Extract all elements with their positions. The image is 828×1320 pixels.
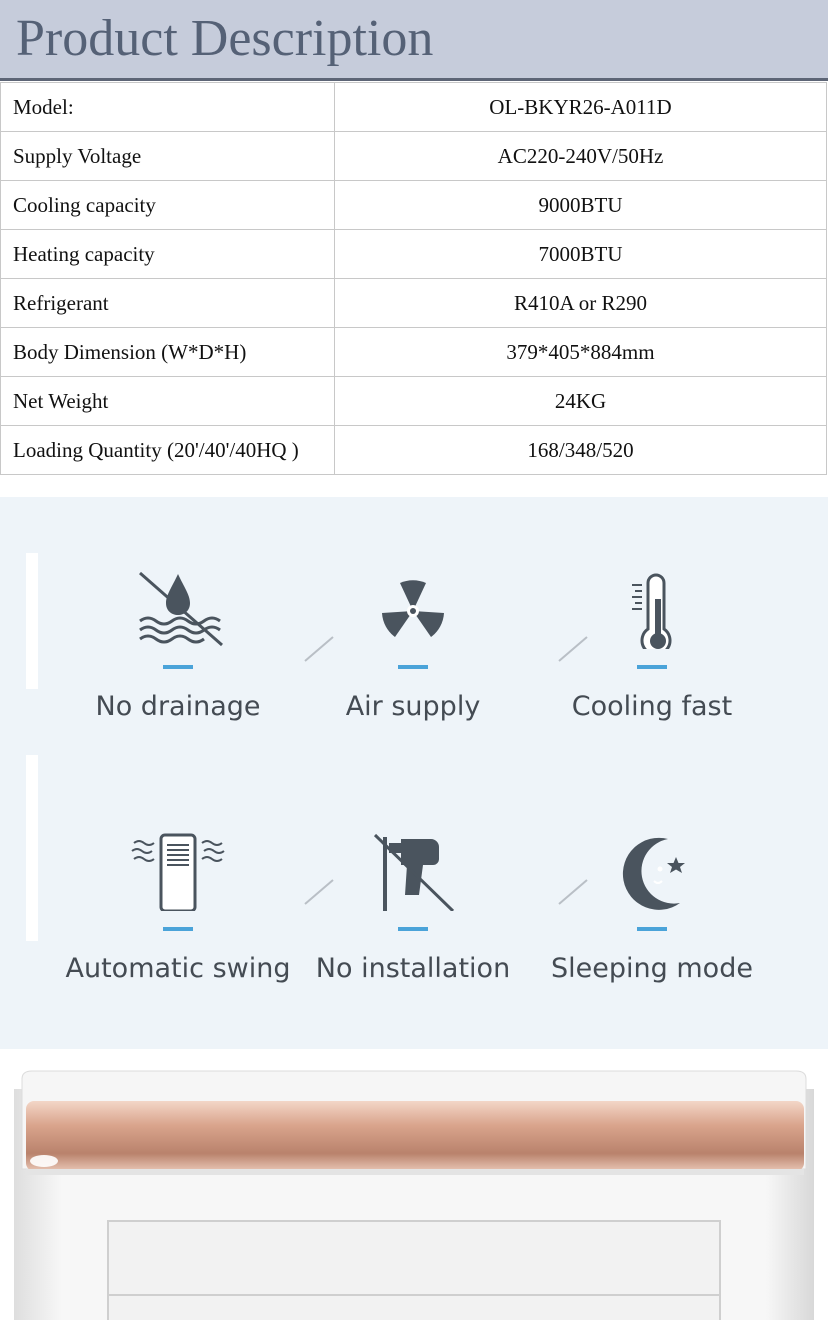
accent-dash bbox=[637, 927, 667, 931]
moon-icon bbox=[602, 831, 702, 911]
decor-bar bbox=[26, 553, 38, 689]
table-row bbox=[1, 132, 827, 181]
accent-dash bbox=[398, 665, 428, 669]
features-panel bbox=[0, 497, 828, 1049]
decor-bar bbox=[26, 755, 38, 941]
feature-label: No installation bbox=[315, 953, 511, 984]
feature-air-supply bbox=[283, 569, 543, 722]
table-row bbox=[1, 279, 827, 328]
table-row bbox=[1, 83, 827, 132]
feature-label: Automatic swing bbox=[65, 953, 291, 984]
title-bar bbox=[0, 0, 828, 81]
feature-cooling-fast bbox=[522, 569, 782, 722]
spec-value: 7000BTU bbox=[335, 230, 827, 279]
spec-value: 9000BTU bbox=[335, 181, 827, 230]
accent-dash bbox=[163, 927, 193, 931]
feature-automatic-swing bbox=[48, 831, 308, 984]
feature-sleeping-mode bbox=[522, 831, 782, 984]
spec-value: 379*405*884mm bbox=[335, 328, 827, 377]
accent-dash bbox=[637, 665, 667, 669]
page-title: Product Description bbox=[16, 10, 434, 67]
swing-icon bbox=[128, 831, 228, 911]
accent-dash bbox=[163, 665, 193, 669]
fan-icon bbox=[363, 569, 463, 649]
product-photo bbox=[0, 1049, 828, 1320]
spec-value: 168/348/520 bbox=[335, 426, 827, 475]
spec-label: Refrigerant bbox=[1, 279, 335, 328]
thermometer-icon bbox=[602, 569, 702, 649]
feature-label: Sleeping mode bbox=[551, 953, 753, 984]
spec-label: Net Weight bbox=[1, 377, 335, 426]
table-row bbox=[1, 181, 827, 230]
feature-label: No drainage bbox=[95, 691, 261, 722]
spec-table bbox=[0, 82, 827, 475]
spec-label: Cooling capacity bbox=[1, 181, 335, 230]
no-drill-icon bbox=[363, 831, 463, 911]
spec-value: 24KG bbox=[335, 377, 827, 426]
spec-value: R410A or R290 bbox=[335, 279, 827, 328]
feature-no-installation bbox=[283, 831, 543, 984]
table-row bbox=[1, 426, 827, 475]
spec-label: Supply Voltage bbox=[1, 132, 335, 181]
feature-label: Air supply bbox=[345, 691, 481, 722]
spec-value: AC220-240V/50Hz bbox=[335, 132, 827, 181]
spec-label: Model: bbox=[1, 83, 335, 132]
spec-label: Heating capacity bbox=[1, 230, 335, 279]
spec-label: Body Dimension (W*D*H) bbox=[1, 328, 335, 377]
table-row bbox=[1, 328, 827, 377]
feature-label: Cooling fast bbox=[571, 691, 733, 722]
no-drainage-icon bbox=[128, 569, 228, 649]
table-row bbox=[1, 377, 827, 426]
feature-no-drainage bbox=[48, 569, 308, 722]
air-conditioner-image bbox=[0, 1049, 828, 1320]
accent-dash bbox=[398, 927, 428, 931]
table-row bbox=[1, 230, 827, 279]
spec-label: Loading Quantity (20'/40'/40HQ ) bbox=[1, 426, 335, 475]
spec-value: OL-BKYR26-A011D bbox=[335, 83, 827, 132]
